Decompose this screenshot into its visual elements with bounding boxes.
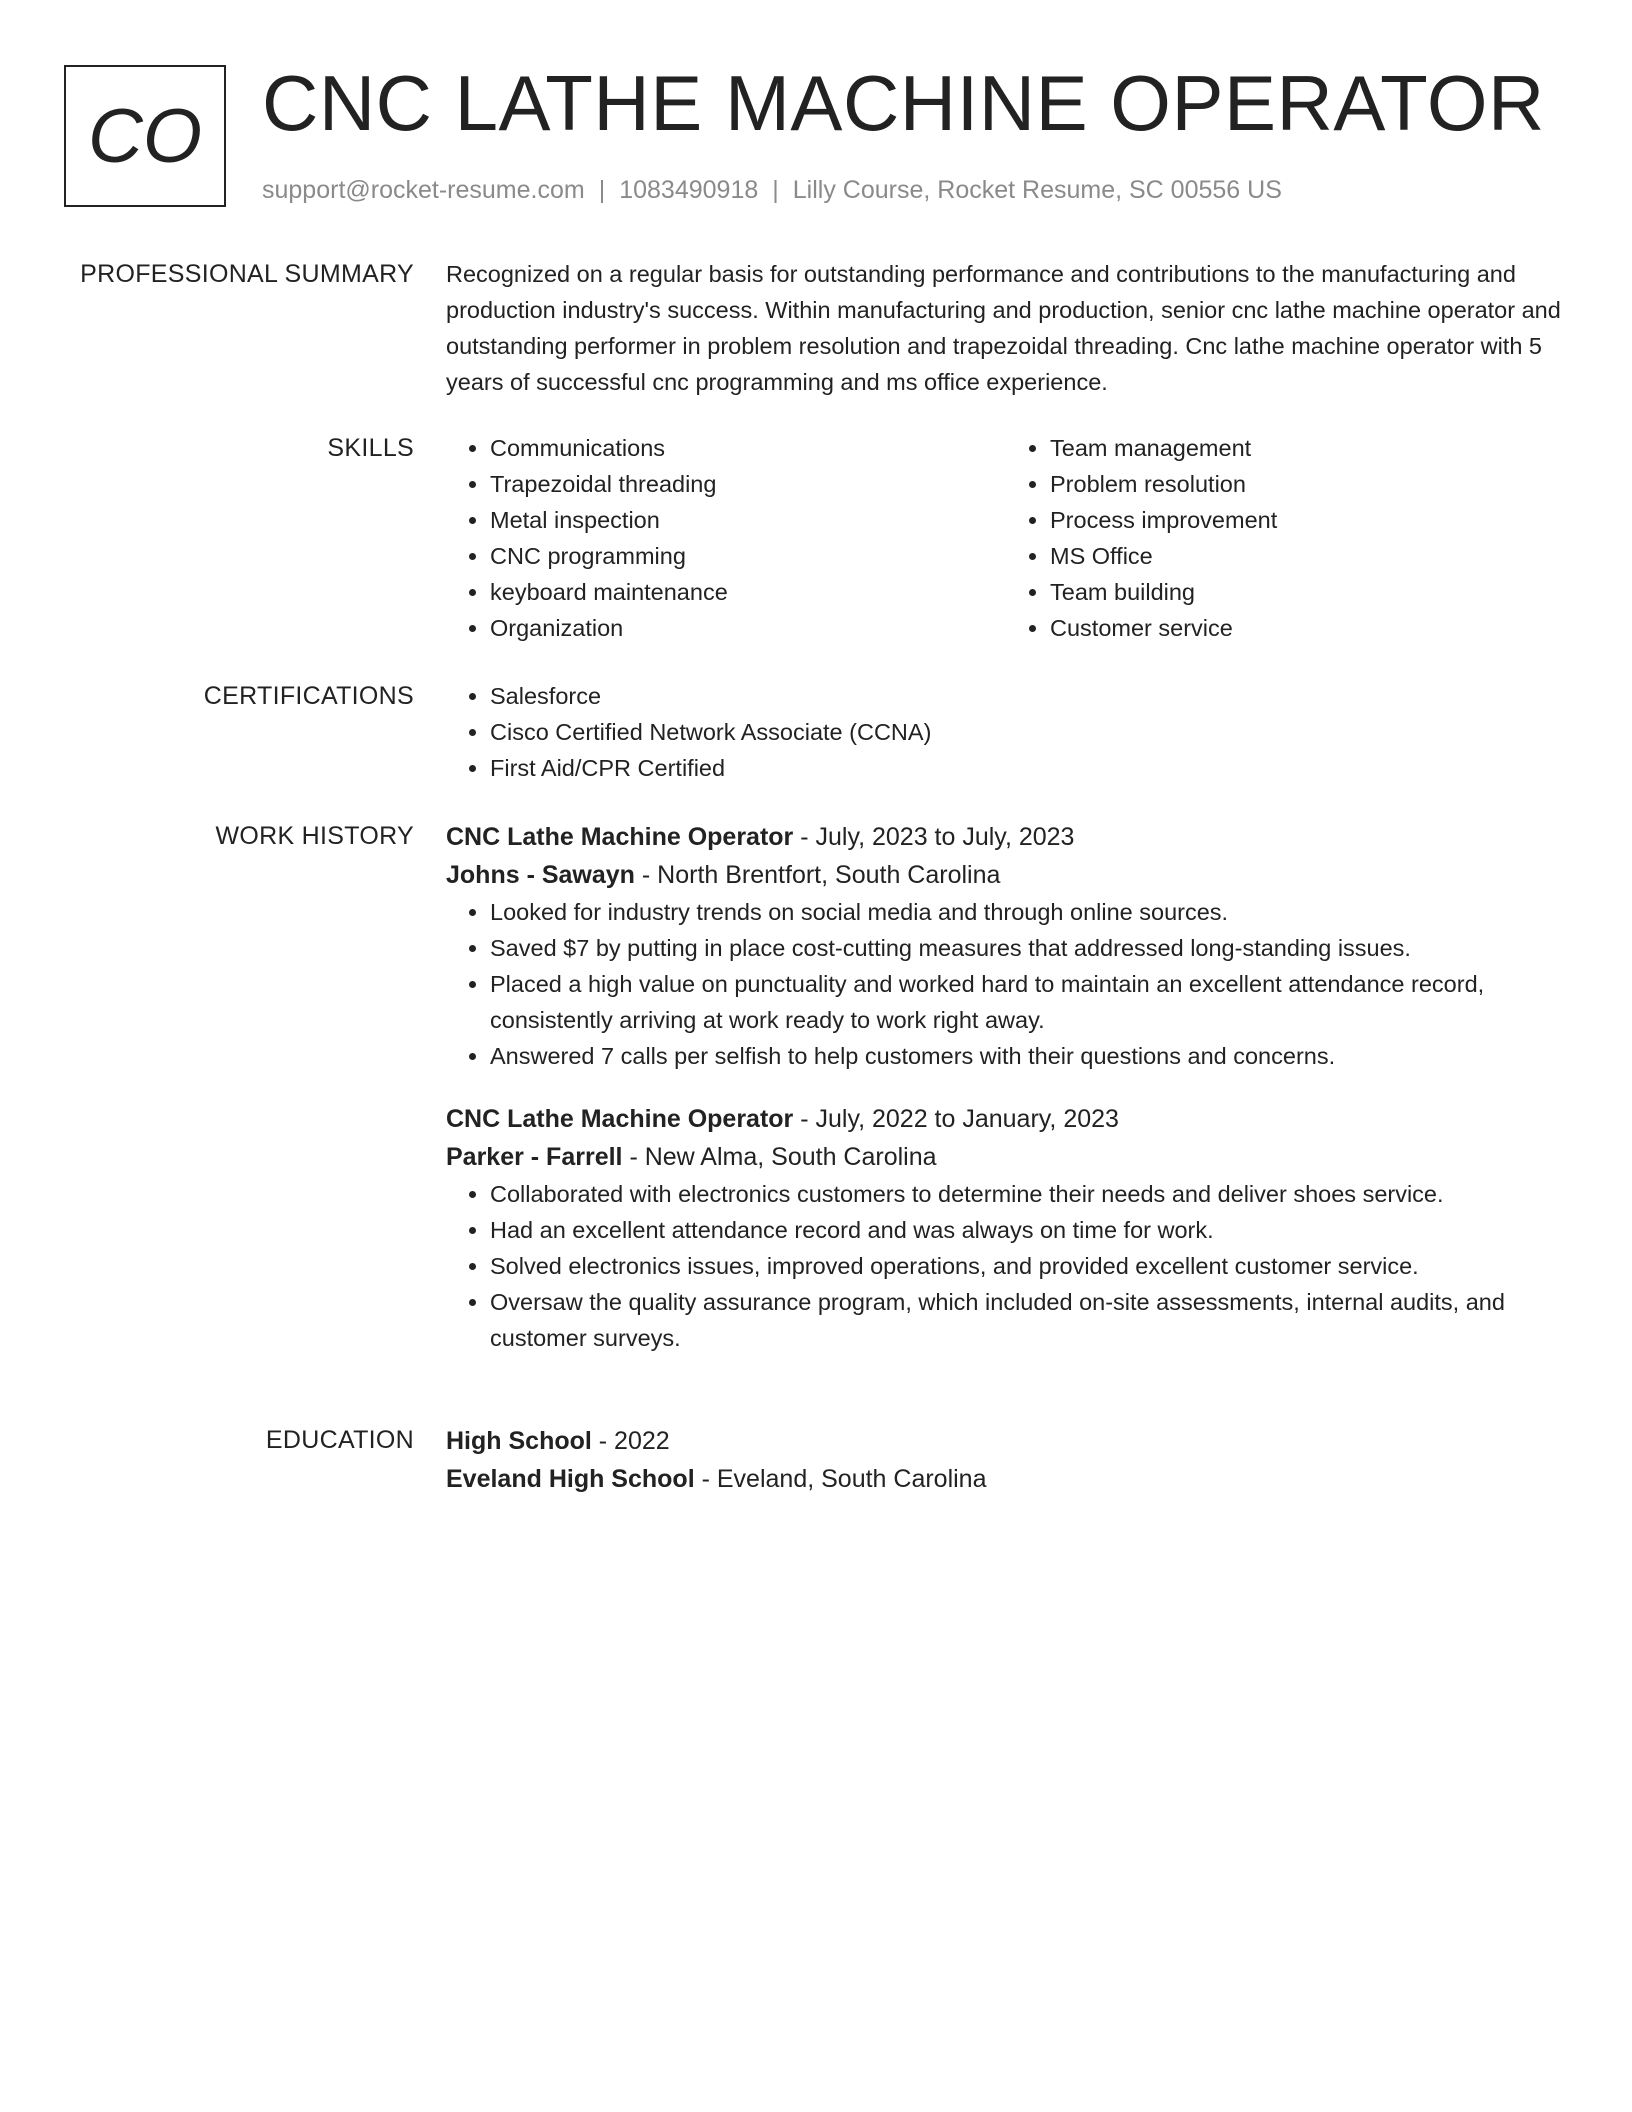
summary-heading: PROFESSIONAL SUMMARY	[80, 260, 414, 288]
list-item: • Process improvement	[1050, 502, 1566, 538]
summary-text: Recognized on a regular basis for outstanding performance and contributions to the manufacturing and production industry's success. Within manufacturing and production, senior cnc lathe machine operator and outstanding performer in problem resolution and trapezoidal threading. Cnc lathe machine operator with 5 years of successful cnc programming and ms office experience.	[446, 261, 1561, 395]
job-dates: - July, 2023 to July, 2023	[793, 823, 1075, 851]
contact-separator: |	[772, 176, 779, 204]
list-item: • Trapezoidal threading	[490, 466, 1006, 502]
certifications-heading: CERTIFICATIONS	[203, 682, 414, 710]
work-history-heading: WORK HISTORY	[215, 822, 414, 850]
list-item: • Placed a high value on punctuality and worked hard to maintain an excellent attendance record, consistently arriving at work ready to work right away.	[490, 966, 1566, 1038]
page-title: CNC LATHE MACHINE OPERATOR	[262, 59, 1545, 147]
employer-line	[446, 856, 1566, 894]
job-dates: - July, 2022 to January, 2023	[793, 1105, 1119, 1133]
certifications-list	[446, 678, 1566, 786]
list-item: • Team management	[1050, 430, 1566, 466]
monogram-box: CO	[64, 65, 226, 207]
degree-line	[446, 1422, 1566, 1460]
list-item: • Salesforce	[490, 678, 1566, 714]
school-location: - Eveland, South Carolina	[694, 1465, 987, 1493]
list-item: • Oversaw the quality assurance program, which included on-site assessments, internal audits, and customer surveys.	[490, 1284, 1566, 1356]
job-title: CNC Lathe Machine Operator	[446, 1105, 794, 1133]
job-bullets	[446, 1176, 1566, 1356]
education-body	[446, 1422, 1566, 1498]
list-item: • First Aid/CPR Certified	[490, 750, 1566, 786]
contact-phone: 1083490918	[619, 176, 759, 204]
degree-year: - 2022	[591, 1427, 670, 1455]
job-title-line	[446, 1100, 1566, 1138]
list-item: • MS Office	[1050, 538, 1566, 574]
skills-heading: SKILLS	[327, 434, 414, 462]
list-item: • Problem resolution	[1050, 466, 1566, 502]
job-bullets	[446, 894, 1566, 1074]
list-item: • Customer service	[1050, 610, 1566, 646]
list-item: • Looked for industry trends on social media and through online sources.	[490, 894, 1566, 930]
job-title: CNC Lathe Machine Operator	[446, 823, 794, 851]
school-name: Eveland High School	[446, 1465, 695, 1493]
employer-name: Johns - Sawayn	[446, 861, 635, 889]
list-item: • Collaborated with electronics customers to determine their needs and deliver shoes service.	[490, 1176, 1566, 1212]
job-entry	[446, 1100, 1566, 1356]
list-item: • Cisco Certified Network Associate (CCNA)	[490, 714, 1566, 750]
contact-line	[262, 174, 1282, 206]
list-item: • Organization	[490, 610, 1006, 646]
school-line	[446, 1460, 1566, 1498]
employer-name: Parker - Farrell	[446, 1143, 623, 1171]
employer-location: - New Alma, South Carolina	[622, 1143, 937, 1171]
certifications-body	[446, 678, 1566, 786]
list-item: • Team building	[1050, 574, 1566, 610]
employer-location: - North Brentfort, South Carolina	[634, 861, 1001, 889]
employer-line	[446, 1138, 1566, 1176]
list-item: • keyboard maintenance	[490, 574, 1006, 610]
list-item: • Solved electronics issues, improved operations, and provided excellent customer service.	[490, 1248, 1566, 1284]
list-item: • Answered 7 calls per selfish to help customers with their questions and concerns.	[490, 1038, 1566, 1074]
job-title-line	[446, 818, 1566, 856]
job-entry	[446, 818, 1566, 1074]
list-item: • Saved $7 by putting in place cost-cutting measures that addressed long-standing issues.	[490, 930, 1566, 966]
education-heading: EDUCATION	[265, 1426, 414, 1454]
work-history-body	[446, 818, 1566, 1356]
skills-body	[446, 430, 1566, 646]
contact-separator: |	[598, 176, 606, 204]
list-item: • Metal inspection	[490, 502, 1006, 538]
summary-body	[446, 256, 1566, 400]
degree-name: High School	[446, 1427, 592, 1455]
skills-list-right	[1006, 430, 1566, 646]
contact-address: Lilly Course, Rocket Resume, SC 00556 US	[792, 176, 1282, 204]
contact-email: support@rocket-resume.com	[262, 176, 585, 204]
list-item: • Communications	[490, 430, 1006, 466]
skills-list-left	[446, 430, 1006, 646]
list-item: • CNC programming	[490, 538, 1006, 574]
list-item: • Had an excellent attendance record and was always on time for work.	[490, 1212, 1566, 1248]
